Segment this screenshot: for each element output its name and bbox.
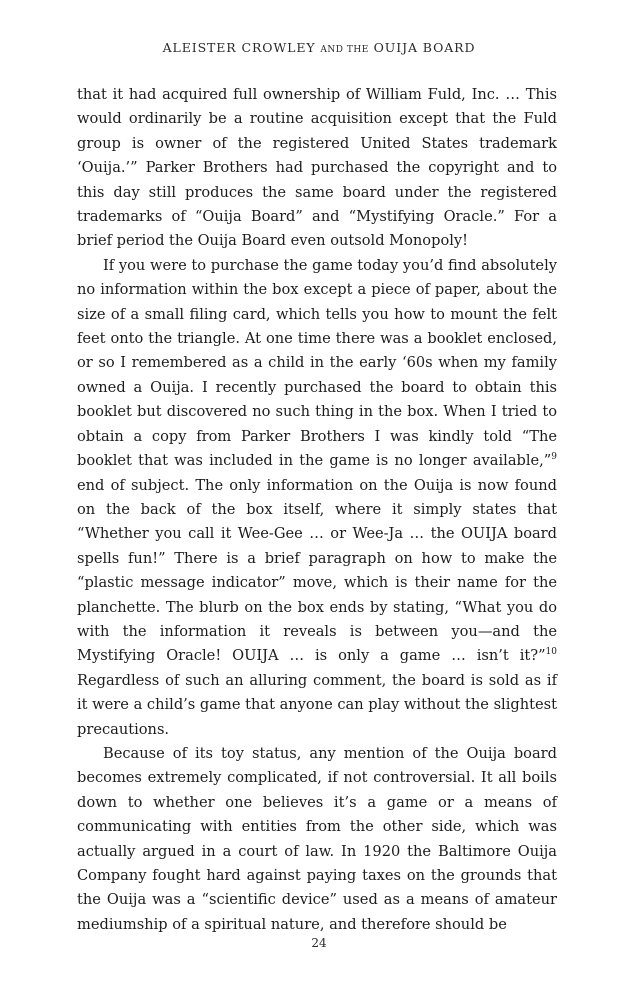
paragraph-3 [77,742,557,937]
footnote-ref-9[interactable]: 9 [551,452,557,463]
paragraph-2-text-c: Regardless of such an alluring comment, the board is sold as if it were a child’s game that anyone can play without the slightest precautions. [77,671,557,738]
running-head-subject: OUIJA BOARD [373,40,476,55]
paragraph-1 [77,83,557,254]
paragraph-2-text-b: end of subject. The only information on the Ouija is now found on the back of the box itself, where it simply states that “Whether you call it Wee-Gee … or Wee-Ja … the OUIJA board spells fun!” There is a brief paragraph on how to make the “plastic message indicator” move, which is their name for the planchette. The blurb on the box ends by stating, “What you do with the information it reveals is between you—and the Mystifying Oracle! OUIJA … is only a game … isn’t it?” [77,476,557,665]
footnote-ref-10[interactable]: 10 [545,647,557,658]
paragraph-3-text: Because of its toy status, any mention of the Ouija board becomes extremely complicated, if not controversial. It all boils down to whether one believes it’s a game or a means of communicating with entities from the other side, which was actually argued in a court of law. In 1920 the Baltimore Ouija Company fought hard against paying taxes on the grounds that the Ouija was a “scientific device” used as a means of amateur mediumship of a spiritual nature, and therefore should be [77,744,557,933]
paragraph-2 [77,254,557,742]
running-head-title: ALEISTER CROWLEY [162,40,316,55]
paragraph-2-text-a: If you were to purchase the game today you’d find absolutely no information within the box except a piece of paper, about the size of a small filing card, which tells you how to mount the felt feet onto the triangle. At one time there was a booklet enclosed, or so I remembered as a child in the early ‘60s when my family owned a Ouija. I recently purchased the board to obtain this booklet but discovered no such thing in the box. When I tried to obtain a copy from Parker Brothers I was kindly told “The booklet that was included in the game is no longer available,” [77,256,557,470]
body-text [77,83,557,937]
page-number: 24 [311,936,327,950]
paragraph-1-text: that it had acquired full ownership of William Fuld, Inc. … This would ordinarily be a routine acquisition except that the Fuld group is owner of the registered United States trademark ‘Ouija.’” Parker Brothers had purchased the copyright and to this day still produces the same board under the registered trademarks of “Ouija Board” and “Mystifying Oracle.” For a brief period the Ouija Board even outsold Monopoly! [77,86,557,250]
running-head-connector: AND THE [320,45,369,55]
running-head [0,40,638,55]
